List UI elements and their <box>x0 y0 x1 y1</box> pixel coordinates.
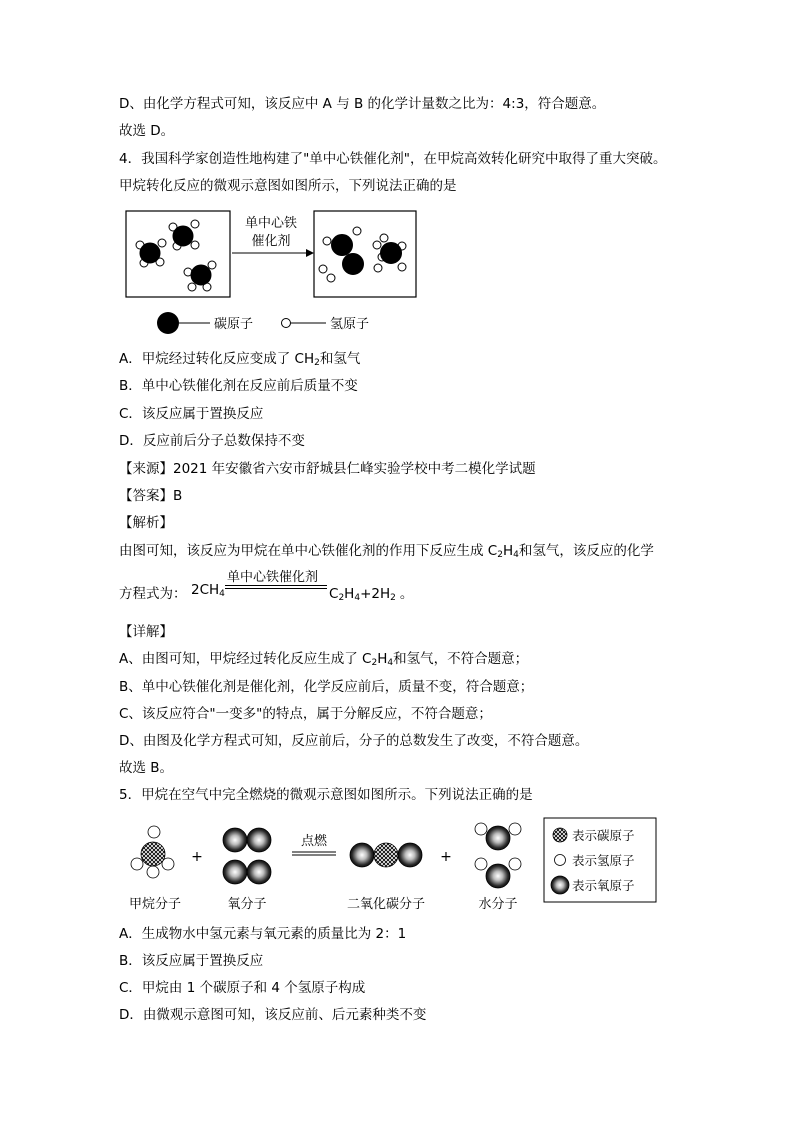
methane-conversion-diagram <box>120 205 420 340</box>
text-line: 故选 B。 <box>119 760 174 776</box>
arrow-head <box>306 249 314 257</box>
detail-title: 【详解】 <box>119 624 173 640</box>
methane-molecule <box>184 261 216 291</box>
methane-molecule <box>131 826 174 878</box>
analysis-title: 【解析】 <box>119 515 173 531</box>
molecule-label: 氧分子 <box>227 897 267 912</box>
answer-line: 【答案】B <box>119 488 183 504</box>
molecule-label: 二氧化碳分子 <box>346 897 426 912</box>
oxygen-molecule <box>223 828 271 852</box>
option-b: B．该反应属于置换反应 <box>119 953 264 969</box>
hydrogen-legend-icon <box>555 855 566 866</box>
arrow-label: 单中心铁 <box>244 216 298 231</box>
equation-condition: 单中心铁催化剂 <box>227 570 319 585</box>
legend-label: 氢原子 <box>330 317 370 332</box>
carbon-atom <box>343 254 364 275</box>
ethylene-molecule <box>319 227 364 282</box>
question-5-stem: 5．甲烷在空气中完全燃烧的微观示意图如图所示。下列说法正确的是 <box>119 787 533 803</box>
legend-label: 表示氧原子 <box>572 878 635 893</box>
source-line: 【来源】2021 年安徽省六安市舒城县仁峰实验学校中考二模化学试题 <box>119 461 536 477</box>
carbon-dioxide-molecule <box>350 843 422 867</box>
methane-molecule <box>169 220 199 250</box>
option-c: C．该反应属于置换反应 <box>119 406 264 422</box>
reaction-condition: 点燃 <box>300 834 328 849</box>
water-molecule <box>475 858 521 888</box>
chemical-equation: 方程式为： $2CH_4$ 单中心铁催化剂 $C_2H_4+2H_2$ 。 <box>119 566 539 606</box>
oxygen-legend-icon <box>551 876 569 894</box>
carbon-legend-icon <box>553 828 567 842</box>
option-d: D．由微观示意图可知，该反应前、后元素种类不变 <box>119 1007 427 1023</box>
carbon-atom <box>141 842 165 866</box>
question-4-stem: 4．我国科学家创造性地构建了"单中心铁催化剂"，在甲烷高效转化研究中取得了重大突破。 <box>119 151 667 167</box>
option-b: B．单中心铁催化剂在反应前后质量不变 <box>119 378 358 394</box>
detail-line: B、单中心铁催化剂是催化剂，化学反应前后，质量不变，符合题意； <box>119 679 534 695</box>
methane-molecule <box>136 239 166 267</box>
detail-line: D、由图及化学方程式可知，反应前后，分子的总数发生了改变，不符合题意。 <box>119 733 589 749</box>
legend-label: 表示氢原子 <box>572 853 635 868</box>
carbon-atom <box>381 243 402 264</box>
legend-label: 碳原子 <box>214 317 254 332</box>
carbon-atom <box>140 243 160 263</box>
option-d: D．反应前后分子总数保持不变 <box>119 433 305 449</box>
carbon-atom <box>173 226 193 246</box>
text-line: 故选 D。 <box>119 123 175 139</box>
arrow-label: 催化剂 <box>251 234 291 249</box>
hydrogen-legend-icon <box>282 319 291 328</box>
question-4-stem: 甲烷转化反应的微观示意图如图所示，下列说法正确的是 <box>119 178 457 194</box>
water-molecule <box>475 823 521 850</box>
molecule-label: 水分子 <box>478 897 518 912</box>
text-line: D、由化学方程式可知，该反应中 A 与 B 的化学计量数之比为：4:3，符合题意。 <box>119 96 606 112</box>
option-a: A．甲烷经过转化反应变成了 $CH_2$和氢气 <box>119 351 361 368</box>
carbon-legend-icon <box>157 312 179 334</box>
plus-sign: + <box>191 849 203 865</box>
detail-line: A、由图可知，甲烷经过转化反应生成了 $C_2H_4$和氢气，不符合题意； <box>119 651 529 668</box>
carbon-atom <box>374 843 398 867</box>
carbon-atom <box>191 265 211 285</box>
molecule-label: 甲烷分子 <box>128 897 182 912</box>
option-a: A．生成物水中氢元素与氧元素的质量比为 2：1 <box>119 926 407 942</box>
methane-molecule <box>378 234 406 271</box>
option-c: C．甲烷由 1 个碳原子和 4 个氢原子构成 <box>119 980 366 996</box>
carbon-atom <box>332 235 353 256</box>
detail-line: C、该反应符合"一变多"的特点，属于分解反应，不符合题意； <box>119 706 492 722</box>
legend-label: 表示碳原子 <box>572 828 635 843</box>
plus-sign: + <box>440 849 452 865</box>
methane-combustion-diagram <box>120 812 660 920</box>
analysis-line: 由图可知，该反应为甲烷在单中心铁催化剂的作用下反应生成 $C_2H_4$和氢气，该反应的化学 <box>119 543 654 560</box>
oxygen-molecule <box>223 860 271 884</box>
